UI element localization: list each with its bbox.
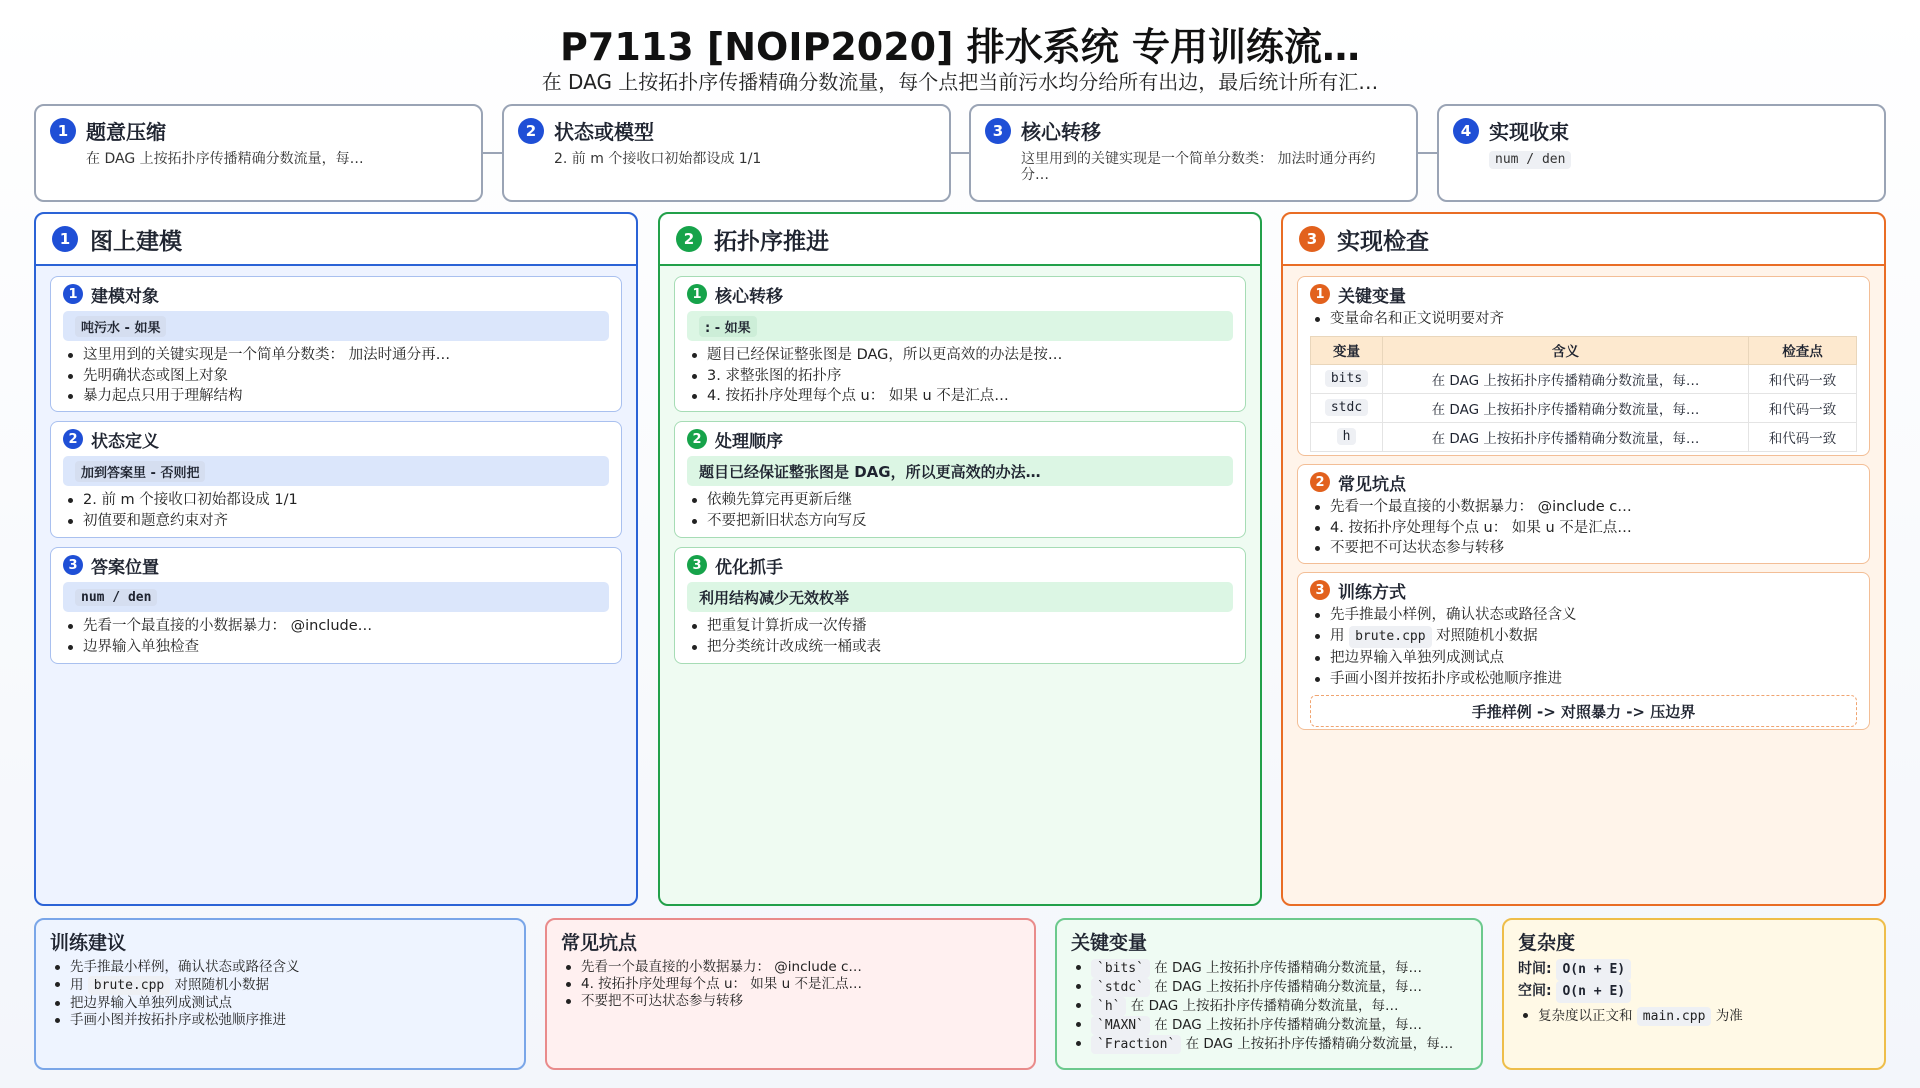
code-chip: h bbox=[1337, 428, 1357, 445]
table-row bbox=[1311, 393, 1857, 422]
step-title: 状态或模型 bbox=[554, 120, 654, 144]
list-item: 变量命名和正文说明要对齐 bbox=[1310, 309, 1857, 330]
list-item: 把分类统计改成统一桶或表 bbox=[687, 637, 1233, 658]
list-item: 先明确状态或图上对象 bbox=[63, 366, 609, 387]
card-key-variables bbox=[1297, 276, 1870, 456]
list-item: 复杂度以正文和 main.cpp 为准 bbox=[1518, 1007, 1870, 1026]
column-title: 拓扑序推进 bbox=[714, 228, 829, 255]
table-cell: 在 DAG 上按拓扑序传播精确分数流量，每… bbox=[1383, 422, 1749, 451]
table-header: 含义 bbox=[1383, 336, 1749, 364]
card-number-badge: 1 bbox=[687, 284, 707, 304]
list-item: 先手推最小样例，确认状态或路径含义 bbox=[1310, 605, 1857, 626]
time-complexity: 时间: O(n + E) bbox=[1518, 959, 1870, 981]
code-chip: `bits` bbox=[1091, 959, 1150, 978]
table-cell: 和代码一致 bbox=[1749, 364, 1857, 393]
step-text: 2. 前 m 个接收口初始都设成 1/1 bbox=[554, 151, 762, 167]
code-chip: O(n + E) bbox=[1556, 959, 1631, 981]
list-item: `stdc` 在 DAG 上按拓扑序传播精确分数流量，每… bbox=[1071, 978, 1467, 997]
list-item: 4. 按拓扑序处理每个点 u： 如果 u 不是汇点… bbox=[561, 976, 1020, 993]
card-title: 核心转移 bbox=[715, 286, 783, 307]
column-number-badge: 1 bbox=[52, 226, 78, 252]
list-item: 依赖先算完再更新后继 bbox=[687, 490, 1233, 511]
card-title: 建模对象 bbox=[91, 286, 159, 307]
table-cell: 在 DAG 上按拓扑序传播精确分数流量，每… bbox=[1383, 393, 1749, 422]
card-modeling-object bbox=[50, 276, 622, 412]
step-title: 核心转移 bbox=[1021, 120, 1101, 144]
step-card-3 bbox=[969, 104, 1418, 202]
step-title: 实现收束 bbox=[1489, 120, 1569, 144]
card-number-badge: 3 bbox=[63, 555, 83, 575]
code-chip: brute.cpp bbox=[88, 976, 170, 995]
page-title: P7113 [NOIP2020] 排水系统 专用训练流… bbox=[560, 25, 1360, 69]
card-number-badge: 2 bbox=[687, 429, 707, 449]
card-title: 处理顺序 bbox=[715, 431, 783, 452]
column-title: 图上建模 bbox=[90, 228, 182, 255]
column-graph-modeling bbox=[34, 212, 638, 906]
card-title: 关键变量 bbox=[1338, 286, 1406, 307]
step-number-badge: 3 bbox=[985, 118, 1011, 144]
step-number-badge: 2 bbox=[518, 118, 544, 144]
code-chip: bits bbox=[1325, 370, 1368, 387]
code-chip: num / den bbox=[75, 589, 157, 606]
table-cell: 和代码一致 bbox=[1749, 422, 1857, 451]
highlight-band: 题目已经保证整张图是 DAG，所以更高效的办法… bbox=[687, 456, 1233, 486]
code-chip: `stdc` bbox=[1091, 978, 1150, 997]
code-chip: num / den bbox=[1489, 151, 1571, 169]
box-title: 训练建议 bbox=[50, 932, 127, 954]
table-row bbox=[1311, 422, 1857, 451]
list-item: 边界输入单独检查 bbox=[63, 637, 609, 658]
code-chip: `h` bbox=[1091, 997, 1126, 1016]
list-item: 暴力起点只用于理解结构 bbox=[63, 386, 609, 407]
list-item: 这里用到的关键实现是一个简单分数类： 加法时通分再… bbox=[63, 345, 609, 366]
list-item: `Fraction` 在 DAG 上按拓扑序传播精确分数流量，每… bbox=[1071, 1035, 1467, 1054]
card-number-badge: 1 bbox=[63, 284, 83, 304]
code-chip: main.cpp bbox=[1637, 1007, 1712, 1026]
list-item: 先手推最小样例，确认状态或路径含义 bbox=[50, 959, 510, 976]
step-card-1 bbox=[34, 104, 483, 202]
code-chip: `Fraction` bbox=[1091, 1035, 1181, 1054]
table-header: 检查点 bbox=[1749, 336, 1857, 364]
highlight-chip: : - 如果 bbox=[699, 316, 757, 337]
card-title: 优化抓手 bbox=[715, 557, 783, 578]
card-training-method bbox=[1297, 572, 1870, 730]
box-title: 复杂度 bbox=[1518, 932, 1576, 954]
table-cell: 和代码一致 bbox=[1749, 393, 1857, 422]
step-connector bbox=[1418, 152, 1438, 154]
card-number-badge: 3 bbox=[1310, 580, 1330, 600]
table-cell: 在 DAG 上按拓扑序传播精确分数流量，每… bbox=[1383, 364, 1749, 393]
pitfalls-box bbox=[545, 918, 1036, 1070]
workflow-flow: 手推样例 -> 对照暴力 -> 压边界 bbox=[1310, 695, 1857, 727]
code-chip: `MAXN` bbox=[1091, 1016, 1150, 1035]
list-item: 初值要和题意约束对齐 bbox=[63, 511, 609, 532]
list-item: `h` 在 DAG 上按拓扑序传播精确分数流量，每… bbox=[1071, 997, 1467, 1016]
column-number-badge: 3 bbox=[1299, 226, 1325, 252]
table-header: 变量 bbox=[1311, 336, 1383, 364]
highlight-band: 利用结构减少无效枚举 bbox=[687, 582, 1233, 612]
code-chip: O(n + E) bbox=[1556, 981, 1631, 1003]
training-suggestions-box bbox=[34, 918, 526, 1070]
list-item: `bits` 在 DAG 上按拓扑序传播精确分数流量，每… bbox=[1071, 959, 1467, 978]
list-item: 把重复计算折成一次传播 bbox=[687, 616, 1233, 637]
list-item: 不要把不可达状态参与转移 bbox=[561, 993, 1020, 1010]
box-title: 常见坑点 bbox=[561, 932, 638, 954]
list-item: 把边界输入单独列成测试点 bbox=[1310, 648, 1857, 669]
card-number-badge: 2 bbox=[63, 429, 83, 449]
list-item: 先看一个最直接的小数据暴力： @include… bbox=[63, 616, 609, 637]
list-item: 3. 求整张图的拓扑序 bbox=[687, 366, 1233, 387]
step-text: 在 DAG 上按拓扑序传播精确分数流量，每… bbox=[86, 151, 364, 167]
complexity-box bbox=[1502, 918, 1886, 1070]
card-core-transition bbox=[674, 276, 1246, 412]
step-text: 这里用到的关键实现是一个简单分数类： 加法时通分再约分… bbox=[1021, 151, 1376, 183]
card-number-badge: 2 bbox=[1310, 472, 1330, 492]
list-item: 2. 前 m 个接收口初始都设成 1/1 bbox=[63, 490, 609, 511]
variables-table bbox=[1310, 336, 1857, 452]
list-item: 题目已经保证整张图是 DAG，所以更高效的办法是按… bbox=[687, 345, 1233, 366]
card-number-badge: 1 bbox=[1310, 284, 1330, 304]
card-number-badge: 3 bbox=[687, 555, 707, 575]
list-item: 用 brute.cpp 对照随机小数据 bbox=[1310, 626, 1857, 649]
step-connector bbox=[951, 152, 971, 154]
card-optimization bbox=[674, 547, 1246, 664]
list-item: `MAXN` 在 DAG 上按拓扑序传播精确分数流量，每… bbox=[1071, 1016, 1467, 1035]
highlight-chip: 吨污水 - 如果 bbox=[75, 316, 166, 337]
column-implementation-check bbox=[1281, 212, 1886, 906]
list-item: 手画小图并按拓扑序或松弛顺序推进 bbox=[1310, 669, 1857, 690]
card-state-definition bbox=[50, 421, 622, 538]
step-number-badge: 1 bbox=[50, 118, 76, 144]
step-card-4 bbox=[1437, 104, 1886, 202]
step-number-badge: 4 bbox=[1453, 118, 1479, 144]
page-subtitle: 在 DAG 上按拓扑序传播精确分数流量，每个点把当前污水均分给所有出边，最后统计所有汇… bbox=[541, 70, 1379, 94]
box-title: 关键变量 bbox=[1071, 932, 1148, 954]
step-connector bbox=[483, 152, 503, 154]
list-item: 手画小图并按拓扑序或松弛顺序推进 bbox=[50, 1012, 510, 1029]
card-title: 训练方式 bbox=[1338, 582, 1406, 603]
list-item: 先看一个最直接的小数据暴力： @include c… bbox=[1310, 497, 1857, 518]
highlight-chip: 加到答案里 - 否则把 bbox=[75, 461, 205, 482]
card-title: 状态定义 bbox=[91, 431, 159, 452]
list-item: 把边界输入单独列成测试点 bbox=[50, 995, 510, 1012]
column-topo-order bbox=[658, 212, 1262, 906]
step-card-2 bbox=[502, 104, 951, 202]
list-item: 不要把新旧状态方向写反 bbox=[687, 511, 1233, 532]
code-chip: stdc bbox=[1325, 399, 1368, 416]
card-pitfalls bbox=[1297, 464, 1870, 564]
table-row bbox=[1311, 364, 1857, 393]
list-item: 不要把不可达状态参与转移 bbox=[1310, 538, 1857, 559]
card-title: 答案位置 bbox=[91, 557, 159, 578]
card-processing-order bbox=[674, 421, 1246, 538]
card-answer-location bbox=[50, 547, 622, 664]
card-title: 常见坑点 bbox=[1338, 474, 1406, 495]
step-bar bbox=[34, 104, 1886, 202]
list-item: 4. 按拓扑序处理每个点 u： 如果 u 不是汇点… bbox=[687, 386, 1233, 407]
space-complexity: 空间: O(n + E) bbox=[1518, 981, 1870, 1003]
step-title: 题意压缩 bbox=[86, 120, 166, 144]
list-item: 先看一个最直接的小数据暴力： @include c… bbox=[561, 959, 1020, 976]
code-chip: brute.cpp bbox=[1349, 626, 1431, 649]
list-item: 用 brute.cpp 对照随机小数据 bbox=[50, 976, 510, 995]
list-item: 4. 按拓扑序处理每个点 u： 如果 u 不是汇点… bbox=[1310, 518, 1857, 539]
column-number-badge: 2 bbox=[676, 226, 702, 252]
column-title: 实现检查 bbox=[1337, 228, 1429, 255]
key-variables-box bbox=[1055, 918, 1483, 1070]
